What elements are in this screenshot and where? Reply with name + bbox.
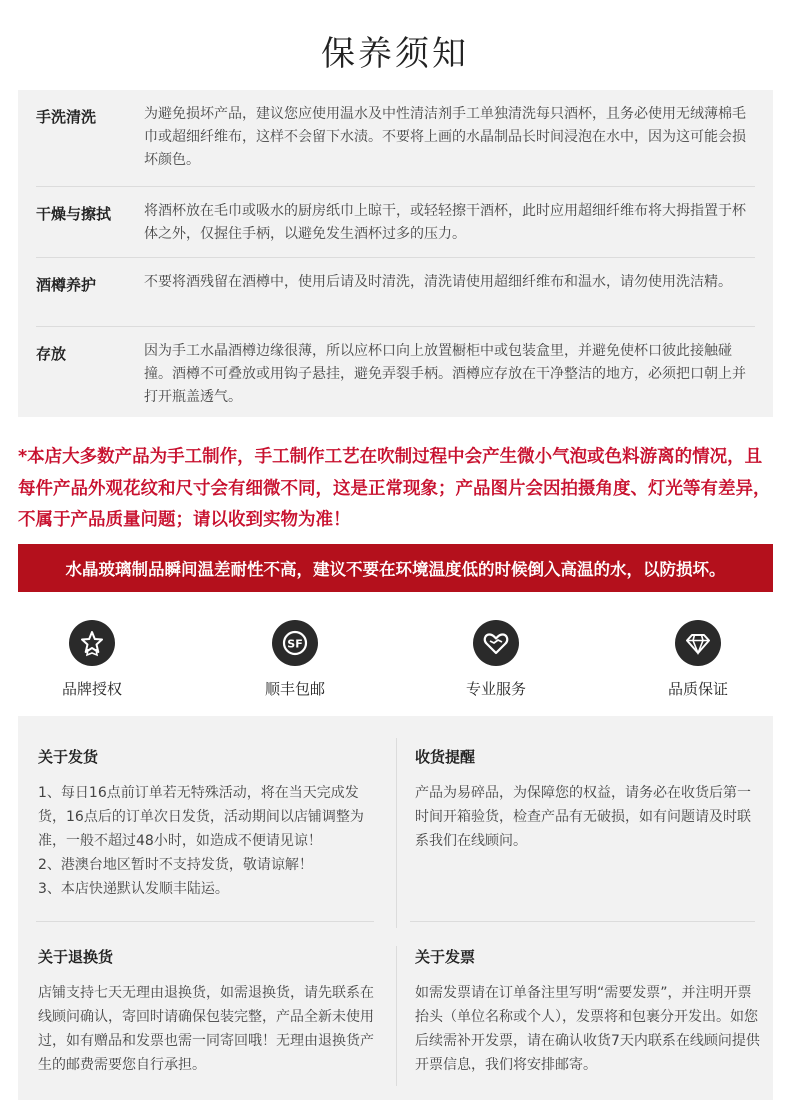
care-label: 酒樽养护 [36,276,97,294]
receipt-reminder-title: 收货提醒 [415,748,476,766]
sf-express-icon [272,620,318,666]
invoice-info-title: 关于发票 [415,948,476,966]
divider [410,921,755,922]
care-row-handwash [36,90,755,187]
heart-service-icon [473,620,519,666]
returns-info-title: 关于退换货 [38,948,114,966]
care-text: 不要将酒残留在酒樽中，使用后请及时清洗，清洗请使用超细纤维布和温水，请勿使用洗洁精。 [144,274,732,290]
care-text: 为避免损坏产品，建议您应使用温水及中性清洁剂手工单独清洗每只酒杯，且务必使用无绒薄棉毛巾或超细纤维布，这样不会留下水渍。不要将上画的水晶制品长时间浸泡在水中，因为这可能会损坏颜色。 [144,106,746,168]
care-label: 干燥与擦拭 [36,205,112,223]
returns-info-text: 店铺支持七天无理由退换货，如需退换货，请先联系在线顾问确认，寄回时请确保包装完整，产品全新未使用过，如有赠品和发票也需一同寄回哦！无理由退换货产生的邮费需要您自行承担。 [38,985,374,1073]
handmade-notice: *本店大多数产品为手工制作，手工制作工艺在吹制过程中会产生微小气泡或色料游离的情况，且每件产品外观花纹和尺寸会有细微不同，这是正常现象；产品图片会因拍摄角度、灯光等有差异，不属于产品质量问题；请以收到实物为准！ [18,447,771,530]
divider [36,921,374,922]
svg-text:SF: SF [287,637,303,651]
care-row-drying [36,187,755,258]
feature-label: 品牌授权 [61,680,122,698]
care-row-decanter [36,258,755,327]
feature-professional-service [426,620,566,699]
invoice-info-text: 如需发票请在订单备注里写明“需要发票”，并注明开票抬头（单位名称或个人），发票将和包裹分开发出。如您后续需补开发票，请在确认收货7天内联系在线顾问提供开票信息，我们将安排邮寄。 [415,985,760,1073]
feature-brand-authorized [22,620,162,699]
feature-label: 专业服务 [465,680,526,698]
star-badge-icon [69,620,115,666]
shipping-info [38,746,383,901]
invoice-info [415,946,760,1077]
feature-quality-assurance [628,620,768,699]
care-label: 手洗清洗 [36,108,97,126]
care-instructions-panel [18,90,773,417]
store-info-panel [18,716,773,1100]
temperature-warning-banner: 水晶玻璃制品瞬间温差耐性不高，建议不要在环境温度低的时候倒入高温的水，以防损坏。 [18,544,773,592]
care-row-storage [36,327,755,417]
care-text: 因为手工水晶酒樽边缘很薄，所以应杯口向上放置橱柜中或包装盒里，并避免使杯口彼此接触碰撞。酒樽不可叠放或用钩子悬挂，避免弄裂手柄。酒樽应存放在干净整洁的地方，必须把口朝上并打开瓶盖透气。 [144,343,746,405]
feature-sf-shipping [225,620,365,699]
diamond-icon [675,620,721,666]
divider [396,946,397,1086]
page-title: 保养须知 [321,34,469,74]
care-label: 存放 [36,345,67,363]
shipping-info-title: 关于发货 [38,748,99,766]
returns-info [38,946,383,1077]
care-text: 将酒杯放在毛巾或吸水的厨房纸巾上晾干，或轻轻擦干酒杯，此时应用超细纤维布将大拇指置于杯体之外，仅握住手柄，以避免发生酒杯过多的压力。 [144,203,746,242]
feature-label: 品质保证 [667,680,728,698]
feature-label: 顺丰包邮 [264,680,325,698]
receipt-reminder-text: 产品为易碎品，为保障您的权益，请务必在收货后第一时间开箱验货，检查产品有无破损，如有问题请及时联系我们在线顾问。 [415,785,751,849]
divider [396,738,397,928]
receipt-reminder [415,746,760,853]
shipping-info-text: 1、每日16点前订单若无特殊活动，将在当天完成发货，16点后的订单次日发货，活动期间以店铺调整为准，一般不超过48小时，如造成不便请见谅！ 2、港澳台地区暂时不支持发货，敬请谅解！ 3、本店快递默认发顺丰陆运。 [38,785,364,897]
